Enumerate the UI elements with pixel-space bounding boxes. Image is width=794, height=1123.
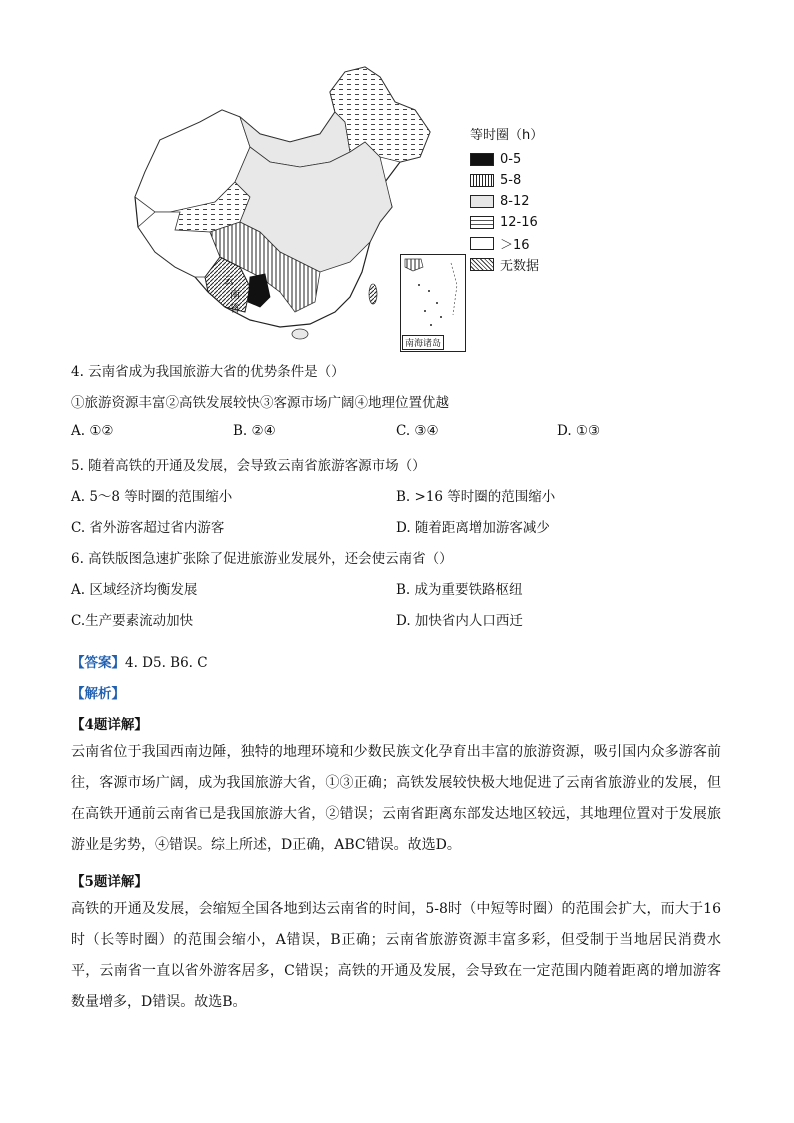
legend-item [470, 149, 543, 170]
map-legend [470, 124, 543, 275]
q5-option-a: A. 5～8 等时圈的范围缩小 [71, 489, 233, 505]
legend-item [470, 191, 543, 212]
legend-label: 0-5 [500, 152, 522, 167]
province-label-1: 云 [224, 276, 234, 287]
q5-option-d: D. 随着距离增加游客减少 [396, 520, 550, 536]
legend-label: 8-12 [500, 194, 530, 209]
q5-option-c: C. 省外游客超过省内游客 [71, 520, 225, 536]
q6-option-a: A. 区域经济均衡发展 [71, 582, 198, 598]
province-label-3: 省 [230, 304, 240, 315]
province-label-2: 南 [230, 290, 240, 301]
q6-stem: 6. 高铁版图急速扩张除了促进旅游业发展外，还会使云南省（） [71, 551, 453, 567]
q5-detail-heading: 【5题详解】 [71, 874, 148, 890]
analysis-label: 【解析】 [71, 686, 125, 702]
q4-stem: 4. 云南省成为我国旅游大省的优势条件是（） [71, 364, 345, 380]
legend-label: 12-16 [500, 215, 538, 230]
legend-swatch [470, 195, 494, 208]
answer-text: 4. D5. B6. C [125, 655, 208, 671]
q5-stem: 5. 随着高铁的开通及发展，会导致云南省旅游客源市场（） [71, 458, 426, 474]
legend-item [470, 233, 543, 254]
q6-option-b: B. 成为重要铁路枢纽 [396, 582, 523, 598]
q4-detail-heading: 【4题详解】 [71, 717, 148, 733]
legend-swatch [470, 258, 494, 271]
legend-label: 无数据 [500, 259, 540, 274]
q6-option-d: D. 加快省内人口西迁 [396, 613, 523, 629]
legend-swatch [470, 216, 494, 229]
legend-swatch [470, 153, 494, 166]
q4-conditions: ①旅游资源丰富②高铁发展较快③客源市场广阔④地理位置优越 [71, 395, 449, 411]
inset-label: 南海诸岛 [402, 335, 444, 350]
q5-option-b: B. >16 等时圈的范围缩小 [396, 489, 556, 505]
answer-label: 【答案】 [71, 655, 125, 671]
q4-option-b: B. ②④ [233, 423, 276, 439]
south-china-sea-inset [400, 254, 466, 352]
q6-option-c: C.生产要素流动加快 [71, 613, 194, 629]
q5-detail-body: 高铁的开通及发展，会缩短全国各地到达云南省的时间，5-8时（中短等时圈）的范围会扩大，而大于16时（长等时圈）的范围会缩小，A错误，B正确；云南省旅游资源丰富多彩，但受制于当地居民消费水平，云南省一直以省外游客居多，C错误；高铁的开通及发展，会导致在一定范围内随着距离的增加游客数量增多，D错误。故选B。 [71, 901, 721, 1010]
legend-label: ＞16 [500, 238, 530, 253]
legend-title: 等时圈（h） [470, 128, 544, 143]
q4-option-a: A. ①② [71, 423, 114, 439]
q4-option-c: C. ③④ [396, 423, 439, 439]
legend-swatch [470, 174, 494, 187]
legend-label: 5-8 [500, 173, 522, 188]
legend-item [470, 254, 543, 275]
legend-item [470, 170, 543, 191]
legend-swatch [470, 237, 494, 250]
q4-detail-body: 云南省位于我国西南边陲，独特的地理环境和少数民族文化孕育出丰富的旅游资源，吸引国内众多游客前往，客源市场广阔，成为我国旅游大省，①③正确；高铁发展较快极大地促进了云南省旅游业的发展，但在高铁开通前云南省已是我国旅游大省，②错误；云南省距离东部发达地区较远，其地理位置对于发展旅游业是劣势，④错误。综上所述，D正确，ABC错误。故选D。 [71, 744, 721, 853]
answer-line [71, 651, 208, 671]
q4-option-d: D. ①③ [557, 423, 601, 439]
legend-item [470, 212, 543, 233]
